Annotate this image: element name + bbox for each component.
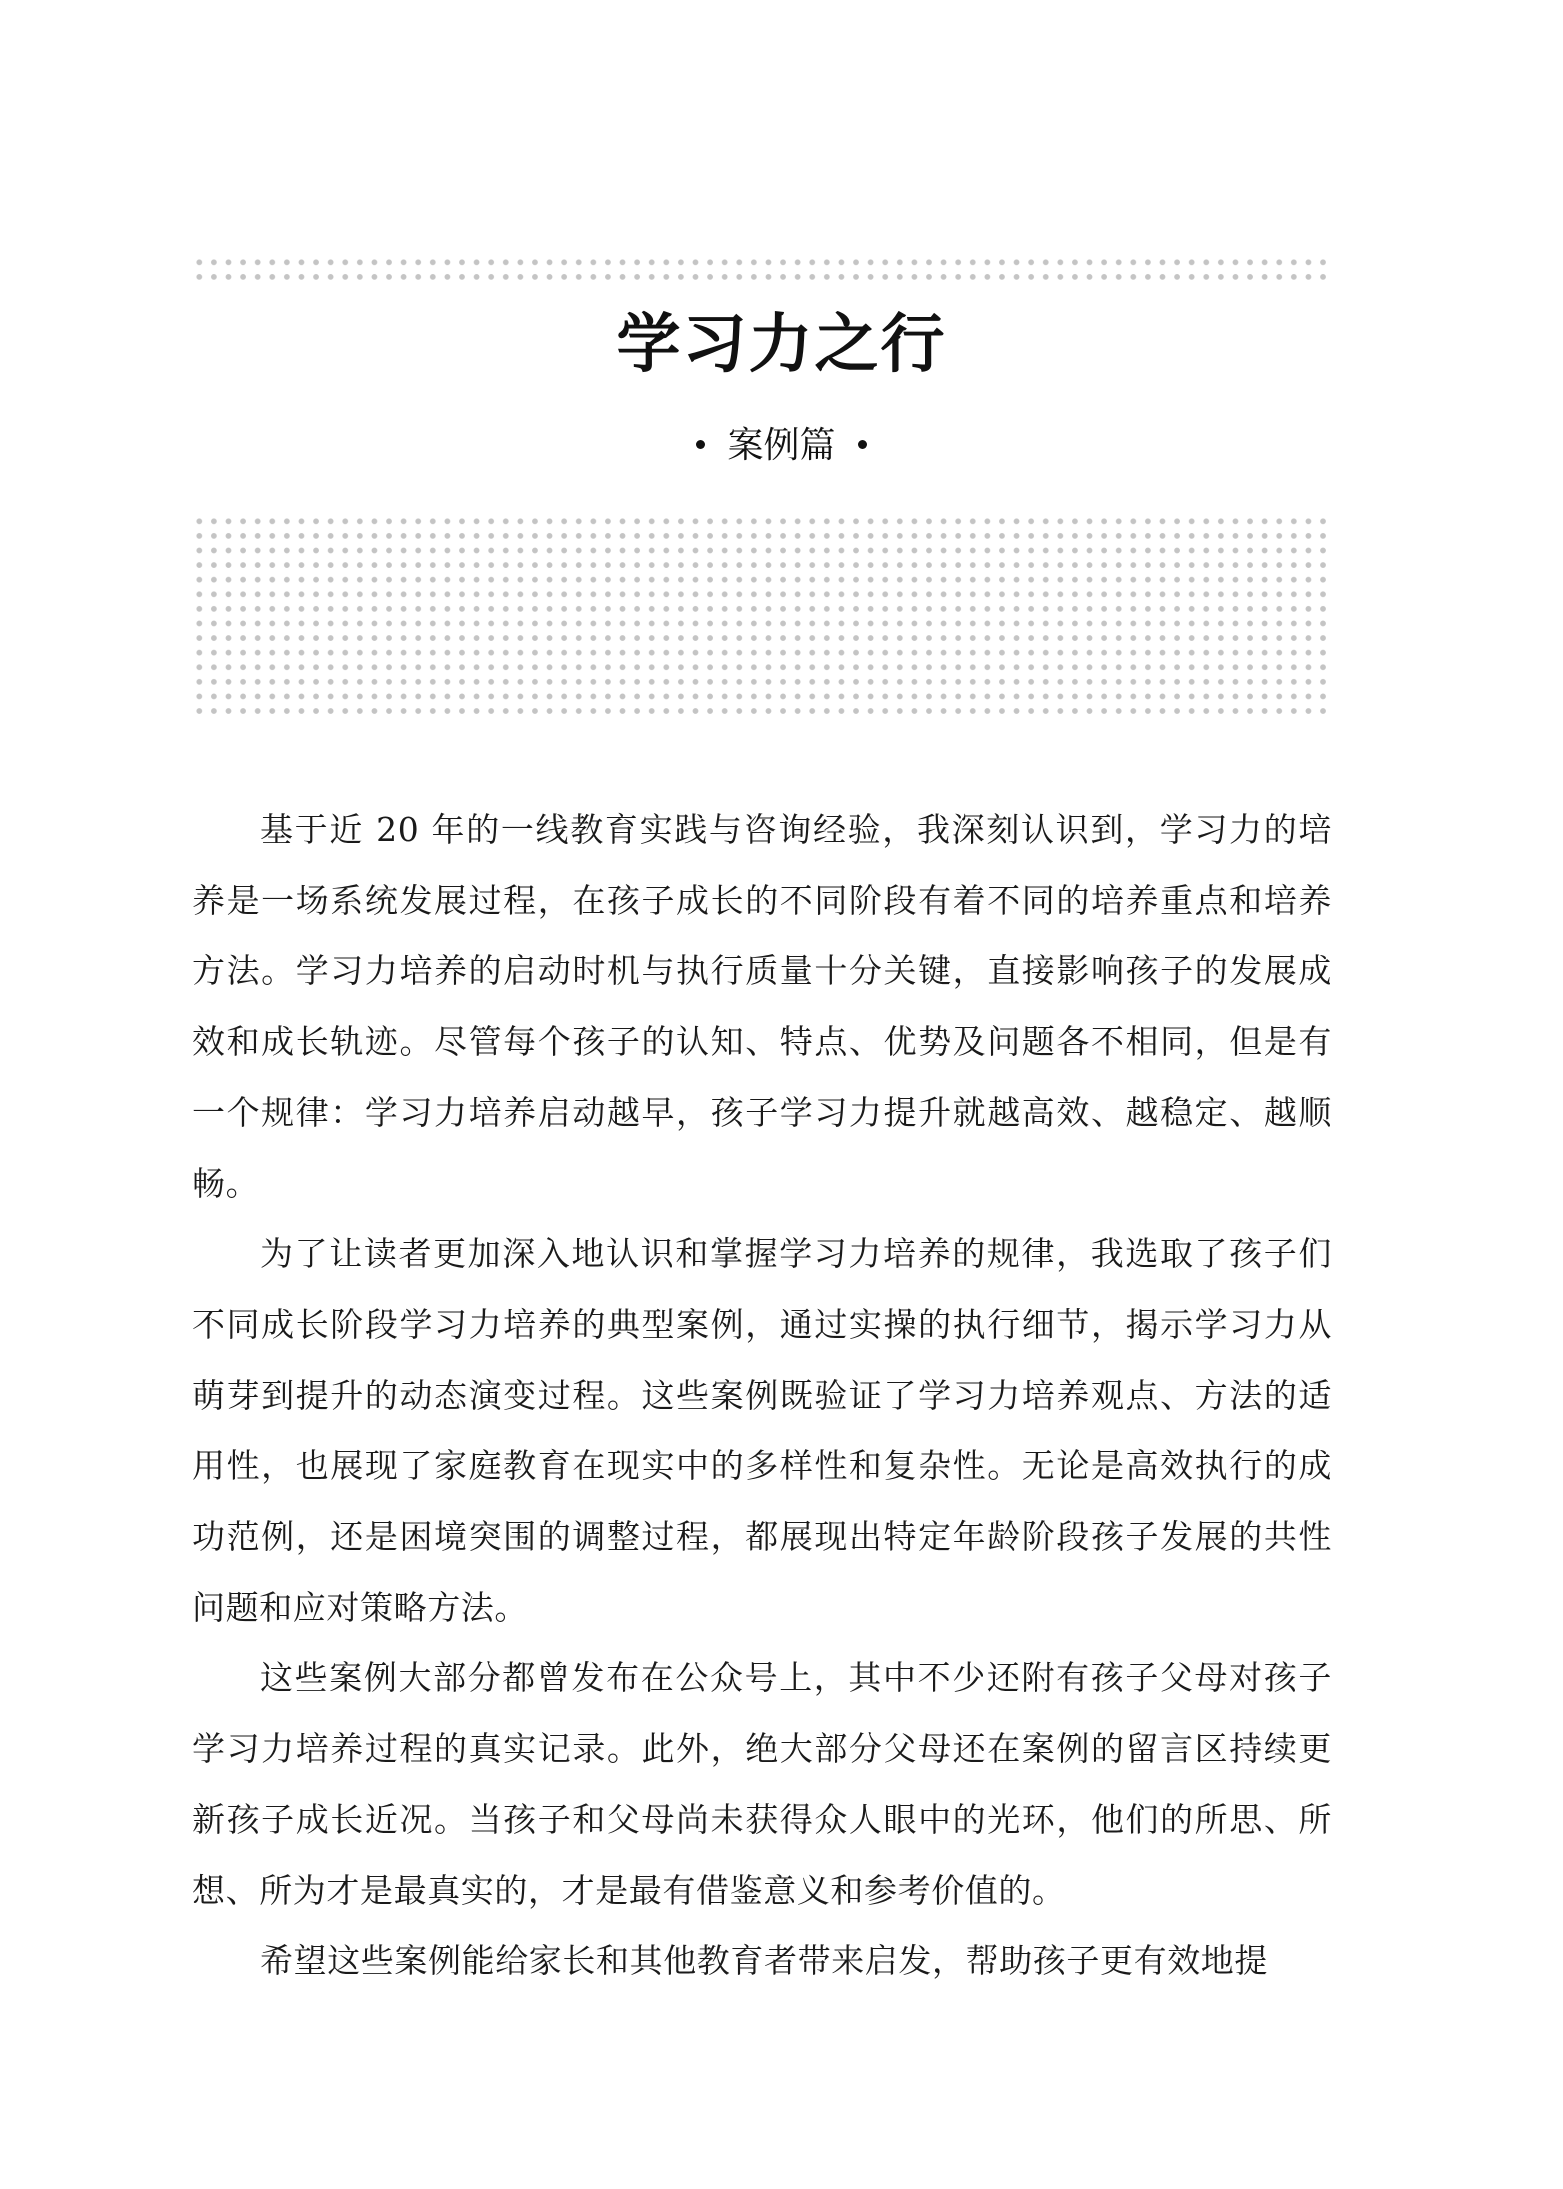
paragraph: 希望这些案例能给家长和其他教育者带来启发，帮助孩子更有效地提 — [260, 1941, 1268, 1981]
paragraph: 这些案例大部分都曾发布在公众号上，其中不少还附有孩子父母对孩子学习力培养过程的真实记录。此外，绝大部分父母还在案例的留言区持续更新孩子成长近况。当孩子和父母尚未获得众人眼中的光环，他们的所思、所想、所为才是最真实的，才是最有借鉴意义和参考价值的。 — [192, 1658, 1332, 1910]
body-text — [192, 795, 1332, 1997]
paragraph: 基于近 20 年的一线教育实践与咨询经验，我深刻认识到，学习力的培养是一场系统发展过程，在孩子成长的不同阶段有着不同的培养重点和培养方法。学习力培养的启动时机与执行质量十分关键，直接影响孩子的发展成效和成长轨迹。尽管每个孩子的认知、特点、优势及问题各不相同，但是有一个规律：学习力培养启动越早，孩子学习力提升就越高效、越稳定、越顺畅。 — [192, 810, 1332, 1203]
chapter-subtitle-text: 案例篇 — [727, 425, 836, 466]
paragraph: 为了让读者更加深入地认识和掌握学习力培养的规律，我选取了孩子们不同成长阶段学习力培养的典型案例，通过实操的执行细节，揭示学习力从萌芽到提升的动态演变过程。这些案例既验证了学习力培养观点、方法的适用性，也展现了家庭教育在现实中的多样性和复杂性。无论是高效执行的成功范例，还是困境突围的调整过程，都展现出特定年龄阶段孩子发展的共性问题和应对策略方法。 — [192, 1234, 1332, 1627]
chapter-subtitle — [0, 418, 1563, 474]
chapter-title: 学习力之行 — [616, 308, 947, 382]
bullet-dot-icon — [858, 440, 867, 449]
decorative-dot-band-top — [192, 255, 1332, 285]
decorative-dot-band-bottom — [192, 514, 1332, 714]
bullet-dot-icon — [696, 440, 705, 449]
